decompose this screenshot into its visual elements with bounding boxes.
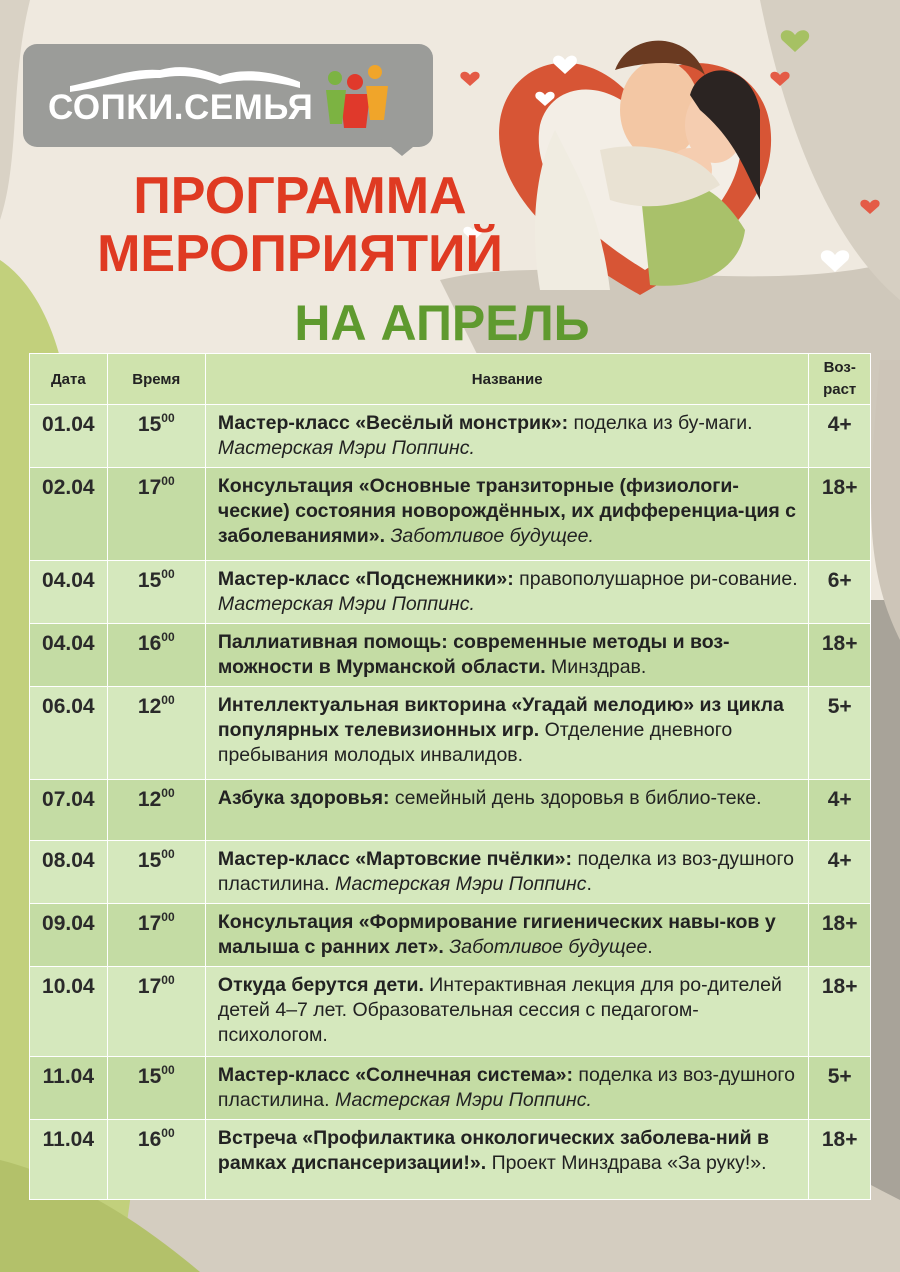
- logo-speech-tail: [380, 138, 424, 156]
- event-time-minute: 00: [161, 1063, 175, 1077]
- header-time: Время: [107, 354, 205, 405]
- event-time-hour: 17: [137, 912, 162, 935]
- event-time-hour: 17: [137, 476, 162, 499]
- events-table: [29, 353, 871, 1200]
- table-row: [30, 780, 871, 841]
- event-time: [107, 780, 205, 841]
- event-age: 18+: [809, 967, 871, 1057]
- event-name-bold: Азбука здоровья:: [217, 787, 390, 809]
- event-name-plain: правополушарное ри-сование.: [513, 568, 798, 590]
- event-time-minute: 00: [161, 474, 175, 488]
- event-time: [107, 841, 205, 904]
- event-description: [205, 967, 808, 1057]
- event-name-plain: поделка из воз-душного пластилина.: [217, 848, 794, 895]
- header-name: Название: [205, 354, 808, 405]
- event-date: 02.04: [30, 468, 108, 561]
- event-description: [205, 405, 808, 468]
- event-description: [205, 561, 808, 624]
- event-description: [205, 841, 808, 904]
- event-time-hour: 17: [137, 975, 162, 998]
- event-name-bold: Откуда берутся дети.: [217, 974, 424, 996]
- event-age: 6+: [809, 561, 871, 624]
- event-time-hour: 15: [137, 413, 162, 436]
- event-name-bold: Интеллектуальная викторина «Угадай мелодию» из цикла популярных телевизионных игр.: [217, 694, 784, 741]
- event-name-plain: Минздрав.: [545, 656, 647, 678]
- event-age: 4+: [809, 405, 871, 468]
- header-date: Дата: [30, 354, 108, 405]
- event-description: [205, 468, 808, 561]
- event-name-plain: поделка из бу-маги.: [568, 412, 753, 434]
- table-row: [30, 841, 871, 904]
- event-time: [107, 967, 205, 1057]
- event-name-bold: Мастер-класс «Солнечная система»:: [217, 1064, 574, 1086]
- event-time: [107, 561, 205, 624]
- subtitle: НА АПРЕЛЬ: [294, 295, 590, 351]
- event-time-hour: 15: [137, 569, 162, 592]
- table-row: [30, 1057, 871, 1120]
- event-time: [107, 405, 205, 468]
- table-header-row: [30, 354, 871, 405]
- event-name-plain: семейный день здоровья в библио-теке.: [389, 787, 762, 809]
- event-description: [205, 687, 808, 780]
- header-age-line-2: раст: [823, 381, 857, 398]
- event-age: 5+: [809, 687, 871, 780]
- event-date: 01.04: [30, 405, 108, 468]
- event-description: [205, 904, 808, 967]
- event-date: 06.04: [30, 687, 108, 780]
- event-name-tail: .: [586, 873, 592, 895]
- event-name-bold: Консультация «Основные транзиторные (физиологи-ческие) состояния новорождённых, их дифференциа-ция с заболеваниями».: [217, 475, 797, 547]
- event-time-hour: 15: [137, 1065, 162, 1088]
- event-name-italic: Мастерская Мэри Поппинс.: [334, 1089, 592, 1111]
- event-time: [107, 624, 205, 687]
- event-time-hour: 12: [137, 695, 162, 718]
- table-row: [30, 624, 871, 687]
- event-name-plain: Проект Минздрава «За руку!».: [486, 1152, 767, 1174]
- event-time-minute: 00: [161, 847, 175, 861]
- event-description: [205, 780, 808, 841]
- table-row: [30, 967, 871, 1057]
- logo-text: СОПКИ.СЕМЬЯ: [48, 88, 314, 127]
- event-age: 5+: [809, 1057, 871, 1120]
- event-date: 08.04: [30, 841, 108, 904]
- event-date: 07.04: [30, 780, 108, 841]
- event-time-minute: 00: [161, 1126, 175, 1140]
- event-time-minute: 00: [161, 786, 175, 800]
- table-row: [30, 468, 871, 561]
- event-date: 09.04: [30, 904, 108, 967]
- event-time-hour: 16: [137, 1128, 162, 1151]
- event-time-hour: 12: [137, 788, 162, 811]
- event-age: 18+: [809, 904, 871, 967]
- event-date: 04.04: [30, 561, 108, 624]
- event-date: 11.04: [30, 1057, 108, 1120]
- event-name-bold: Паллиативная помощь: современные методы и воз-можности в Мурманской области.: [217, 631, 730, 678]
- table-row: [30, 904, 871, 967]
- event-age: 4+: [809, 841, 871, 904]
- event-name-tail: .: [647, 936, 653, 958]
- event-time: [107, 904, 205, 967]
- event-description: [205, 624, 808, 687]
- event-time-minute: 00: [161, 630, 175, 644]
- event-name-italic: Мастерская Мэри Поппинс: [334, 873, 587, 895]
- event-time: [107, 468, 205, 561]
- header-age: [809, 354, 871, 405]
- event-name-bold: Консультация «Формирование гигиенических навы-ков у малыша с ранних лет».: [217, 911, 776, 958]
- event-name-italic: Заботливое будущее: [449, 936, 648, 958]
- event-name-plain: Интерактивная лекция для ро-дителей детей 4–7 лет. Образовательная сессия с педагогом-психологом.: [217, 974, 782, 1046]
- title-line-2: МЕРОПРИЯТИЙ: [97, 225, 503, 283]
- event-description: [205, 1057, 808, 1120]
- header-age-line-1: Воз-: [823, 359, 856, 376]
- event-time-hour: 16: [137, 632, 162, 655]
- event-age: 18+: [809, 624, 871, 687]
- event-age: 4+: [809, 780, 871, 841]
- event-time-hour: 15: [137, 849, 162, 872]
- event-time-minute: 00: [161, 910, 175, 924]
- event-date: 04.04: [30, 624, 108, 687]
- event-time: [107, 687, 205, 780]
- event-time-minute: 00: [161, 693, 175, 707]
- event-date: 11.04: [30, 1120, 108, 1200]
- event-name-bold: Мастер-класс «Подснежники»:: [217, 568, 514, 590]
- event-time-minute: 00: [161, 567, 175, 581]
- event-name-plain: поделка из воз-душного пластилина.: [217, 1064, 795, 1111]
- table-row: [30, 687, 871, 780]
- event-name-plain: Отделение дневного пребывания молодых инвалидов.: [217, 719, 733, 766]
- event-date: 10.04: [30, 967, 108, 1057]
- family-figures-icon: [326, 65, 388, 128]
- table-row: [30, 1120, 871, 1200]
- event-name-italic: Мастерская Мэри Поппинс.: [217, 437, 475, 459]
- event-age: 18+: [809, 1120, 871, 1200]
- event-name-italic: Заботливое будущее.: [390, 525, 594, 547]
- event-age: 18+: [809, 468, 871, 561]
- title-line-1: ПРОГРАММА: [133, 167, 467, 225]
- event-name-bold: Встреча «Профилактика онкологических заболева-ний в рамках диспансеризации!».: [217, 1127, 770, 1174]
- table-row: [30, 561, 871, 624]
- event-name-bold: Мастер-класс «Мартовские пчёлки»:: [217, 848, 573, 870]
- event-name-bold: Мастер-класс «Весёлый монстрик»:: [217, 412, 569, 434]
- event-time-minute: 00: [161, 411, 175, 425]
- event-time-minute: 00: [161, 973, 175, 987]
- event-description: [205, 1120, 808, 1200]
- table-row: [30, 405, 871, 468]
- event-name-italic: Мастерская Мэри Поппинс.: [217, 593, 475, 615]
- event-time: [107, 1120, 205, 1200]
- event-time: [107, 1057, 205, 1120]
